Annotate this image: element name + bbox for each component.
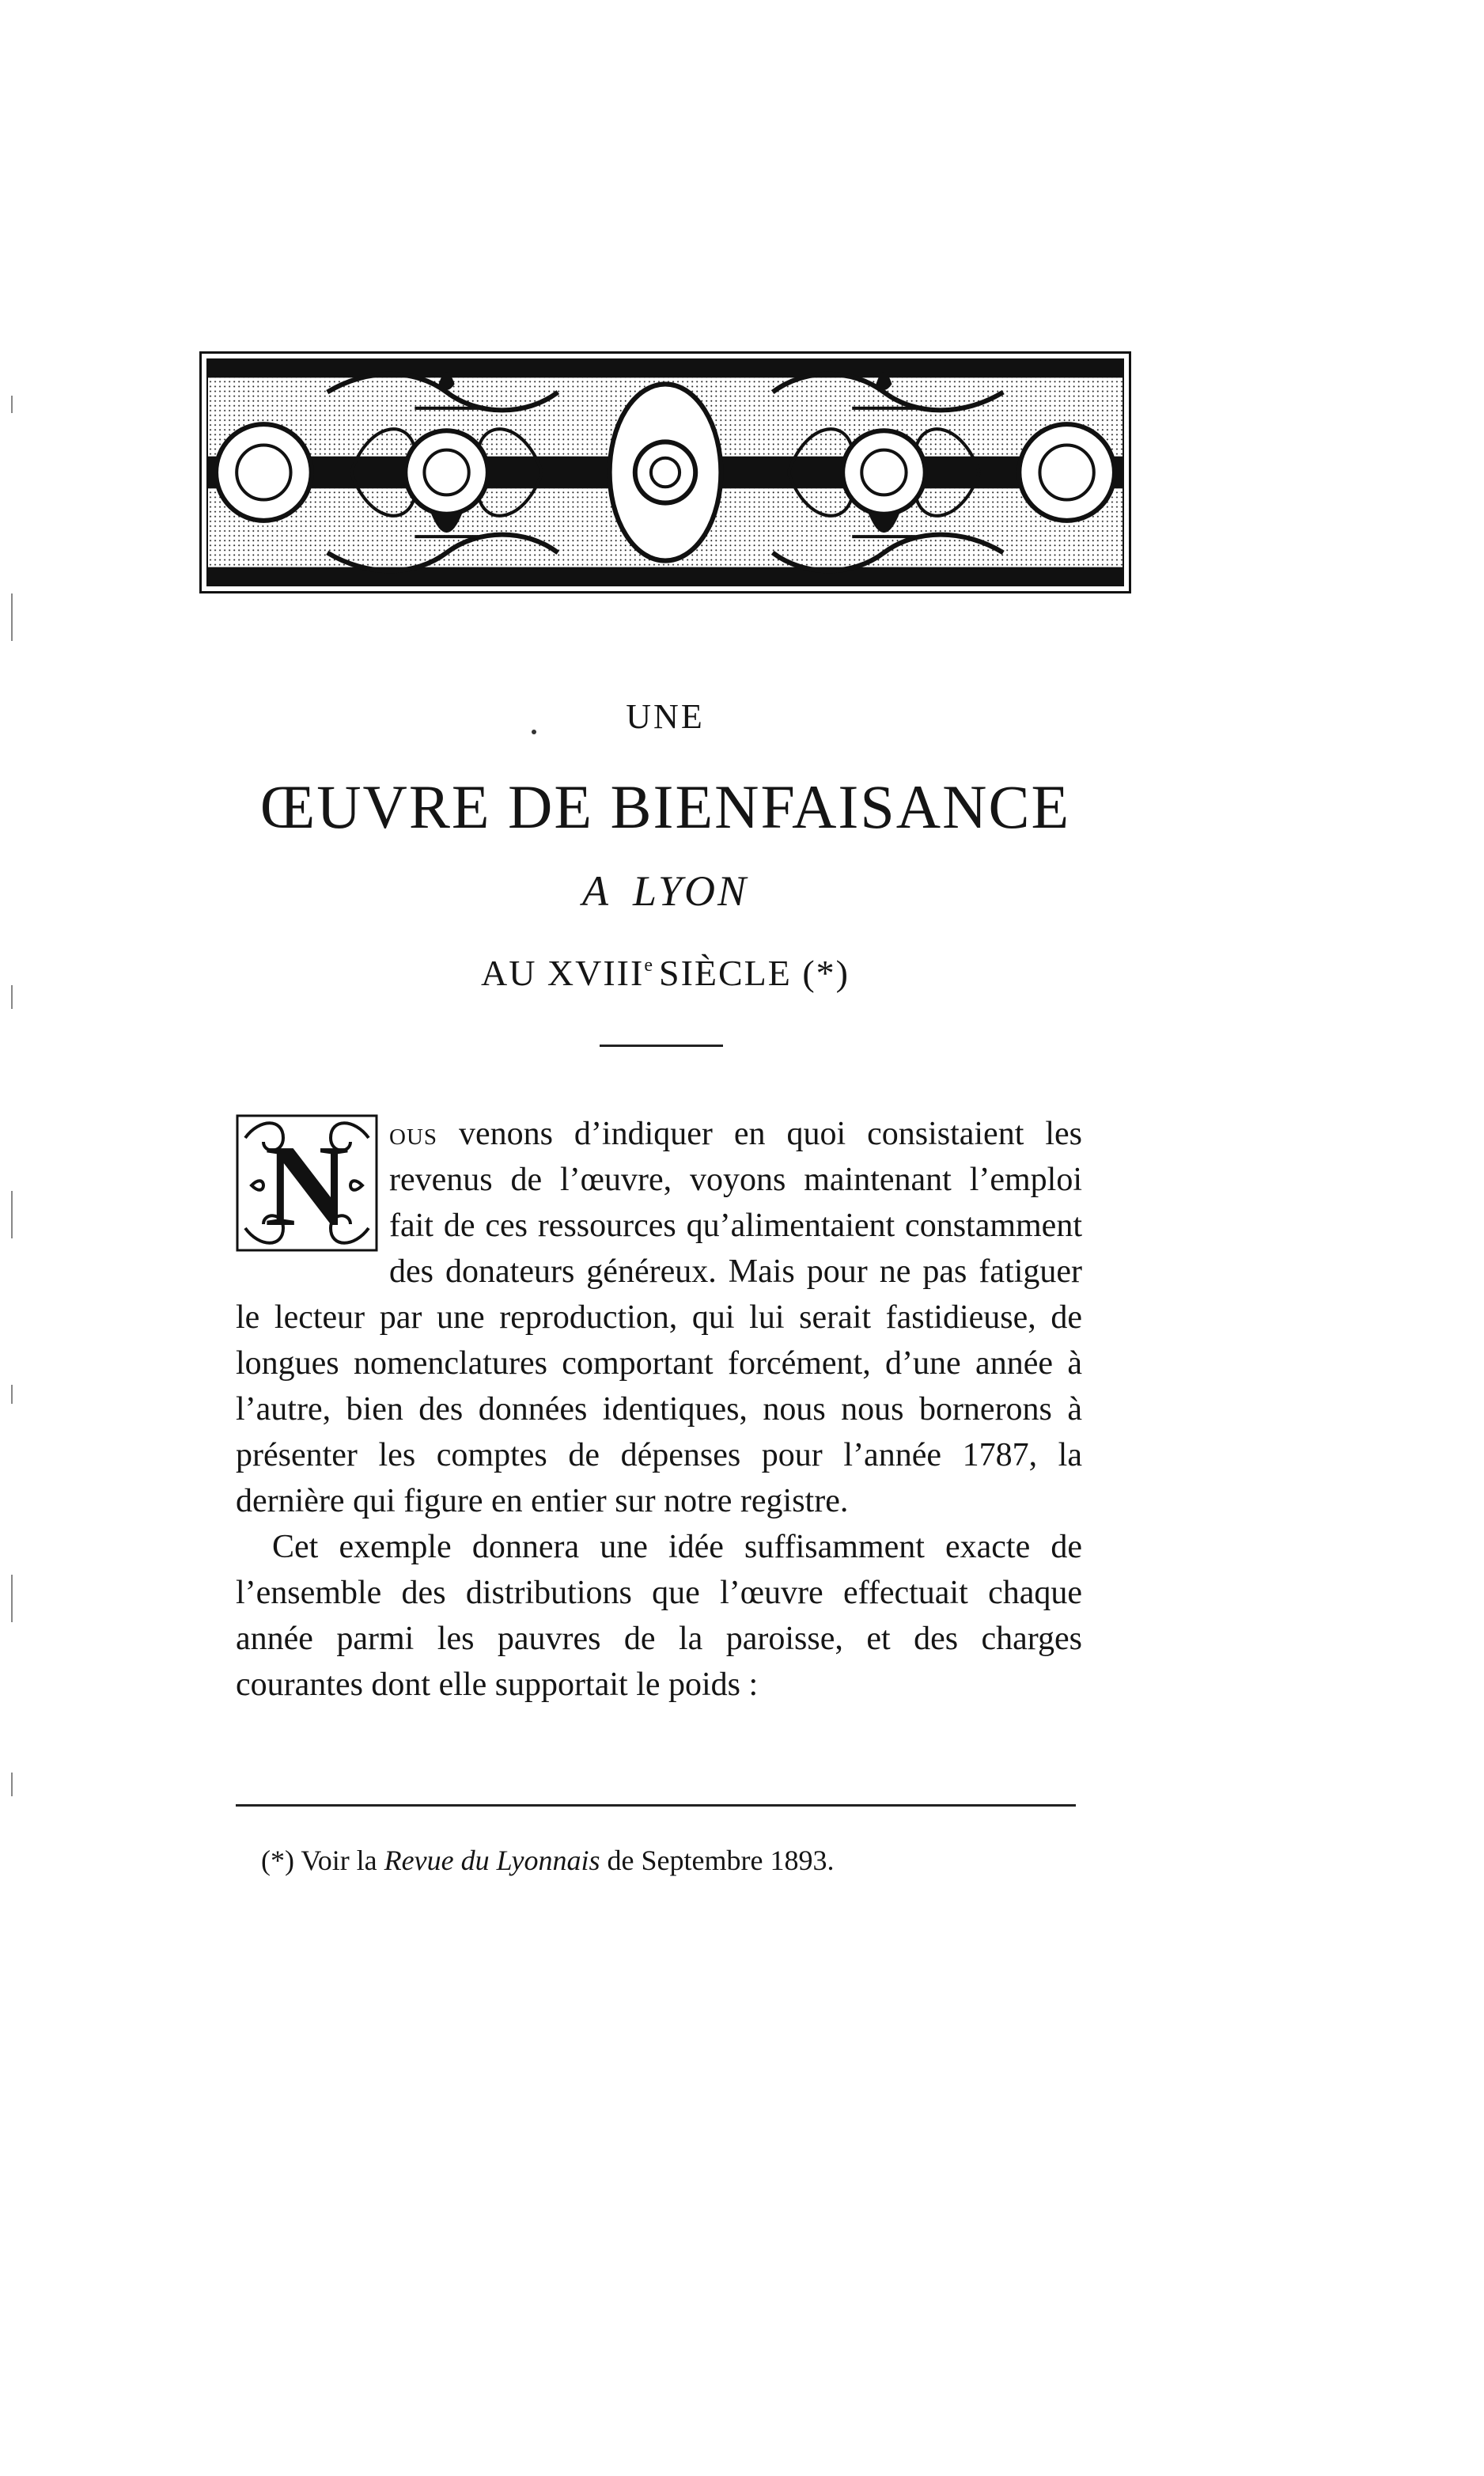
scan-mark [11, 1773, 13, 1796]
lead-word: ous [389, 1116, 438, 1152]
title-divider [600, 1045, 723, 1047]
paragraph [236, 1111, 1082, 1524]
scan-mark [11, 396, 13, 413]
scan-mark [11, 593, 13, 641]
footnote-journal-title: Revue du Lyonnais [384, 1845, 600, 1876]
scan-mark [11, 1191, 13, 1238]
footnote-text-before: Voir la [293, 1845, 384, 1876]
title-a-prefix: A [582, 867, 611, 915]
ornamental-headpiece [199, 351, 1131, 593]
paragraph-1-text: venons d’indiquer en quoi consistaient les revenus de l’œuvre, voyons maintenant l’emploi fait de ces ressources qu’alimentaient constamment des donateurs généreux. Mais pour ne pas fatiguer le lecteur par une reproduction, qui lui serait fastidieuse, de longues nomenclatures comportant forcément, d’une année à l’autre, bien des données identiques, nous nous bornerons à présenter les comptes de dépenses pour l’année 1787, la dernière qui figure en entier sur notre registre. [236, 1116, 1082, 1519]
title-line-une: UNE [626, 697, 705, 736]
dropcap-letter: N [264, 1121, 350, 1251]
footnote-rule [236, 1804, 1076, 1807]
title-line-main: ŒUVRE DE BIENFAISANCE [259, 772, 1071, 841]
headpiece-engraving [206, 358, 1124, 586]
dropcap-n [236, 1114, 378, 1252]
decorated-initial-icon [236, 1114, 378, 1252]
scan-mark [11, 985, 13, 1009]
scan-mark [11, 1385, 13, 1404]
title-line-century [199, 952, 1131, 994]
scan-mark [11, 1575, 13, 1622]
ornament-pattern-icon [208, 360, 1122, 585]
paragraph-2: Cet exemple donnera une idée suffisamment exacte de l’ensemble des distributions que l’œuvre effectuait chaque année parmi les pauvres de la paroisse, et des charges courantes dont elle supportait le poids : [236, 1529, 1082, 1703]
title-century-sup: e [644, 955, 654, 976]
title-century-a: AU XVIII [480, 953, 645, 993]
title-line-lyon [199, 866, 1131, 916]
title-lyon: LYON [633, 867, 748, 915]
footnote-text-after: de Septembre 1893. [600, 1845, 835, 1876]
footnote [261, 1842, 1084, 1879]
footnote-marker: (*) [261, 1845, 294, 1876]
title-century-b: SIÈCLE (*) [658, 953, 850, 993]
body-text [236, 1111, 1082, 1708]
